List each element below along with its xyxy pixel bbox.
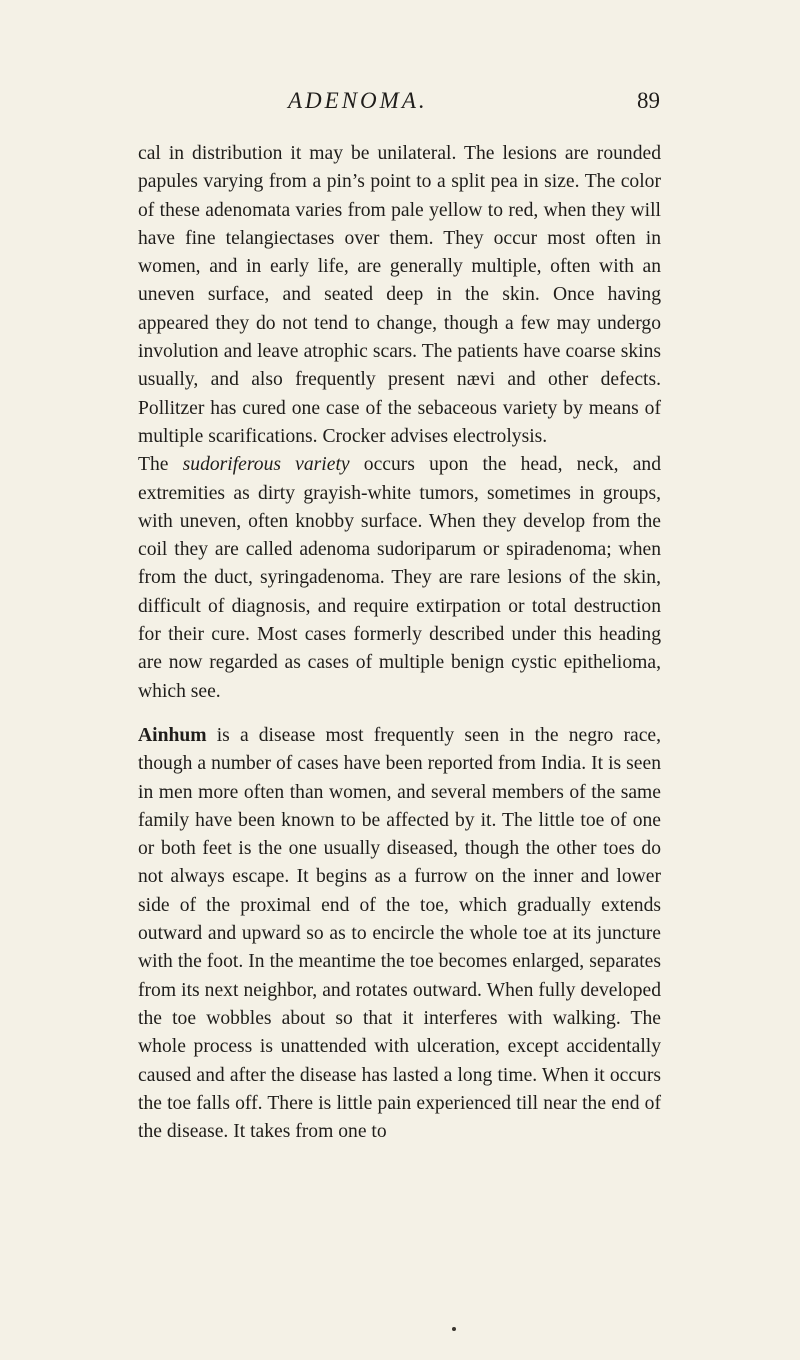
paragraph-text: occurs upon the head, neck, and extremities as dirty grayish-white tumors, sometimes in groups, with uneven, often knobby surface. When they develop from the coil they are called adenoma sudoriparum or spiradenoma; when from the duct, syringadenoma. They are rare lesions of the skin, difficult of diagnosis, and require extirpation or total destruction for their cure. Most cases formerly described under this heading are now regarded as cases of multiple benign cystic epithelioma, which see.	[138, 454, 662, 702]
print-speck	[452, 1327, 456, 1331]
italic-term: sudoriferous variety	[182, 454, 350, 476]
paragraph-prefix: The	[138, 454, 183, 476]
paragraph-text: is a disease most frequently seen in the negro race, though a number of cases have been reported from India. It is seen in men more often than women, and several members of the same family have been known to be affected by it. The little toe of one or both feet is the one usually diseased, though the other toes do not always escape. It begins as a furrow on the inner and lower side of the proximal end of the toe, which gradually extends outward and upward so as to encircle the whole toe at its juncture with the foot. In the meantime the toe becomes enlarged, separates from its next neighbor, and rotates outward. When fully developed the toe wobbles about so that it interferes with walking. The whole process is unattended with ulceration, except accidentally caused and after the disease has lasted a long time. When it occurs the toe falls off. There is little pain experienced till near the end of the disease. It takes from one to	[138, 724, 661, 1143]
bold-term: Ainhum	[138, 724, 207, 746]
paragraph-sudoriferous-variety	[138, 451, 661, 706]
running-head	[138, 88, 660, 118]
paragraph-ainhum	[138, 722, 661, 1146]
body-text	[138, 140, 661, 1146]
page-number: 89	[637, 88, 660, 113]
running-title: ADENOMA.	[288, 88, 428, 113]
paragraph-sebaceous-continuation: cal in distribution it may be unilateral. The lesions are rounded papules varying from a pin’s point to a split pea in size. The color of these adenomata varies from pale yellow to red, when they will have fine telangiectases over them. They occur most often in women, and in early life, are generally multiple, often with an uneven surface, and seated deep in the skin. Once having appeared they do not tend to change, though a few may undergo involution and leave atrophic scars. The patients have coarse skins usually, and also frequently present nævi and other defects. Pollitzer has cured one case of the sebaceous variety by means of multiple scarifications. Crocker advises electrolysis.	[138, 143, 661, 447]
